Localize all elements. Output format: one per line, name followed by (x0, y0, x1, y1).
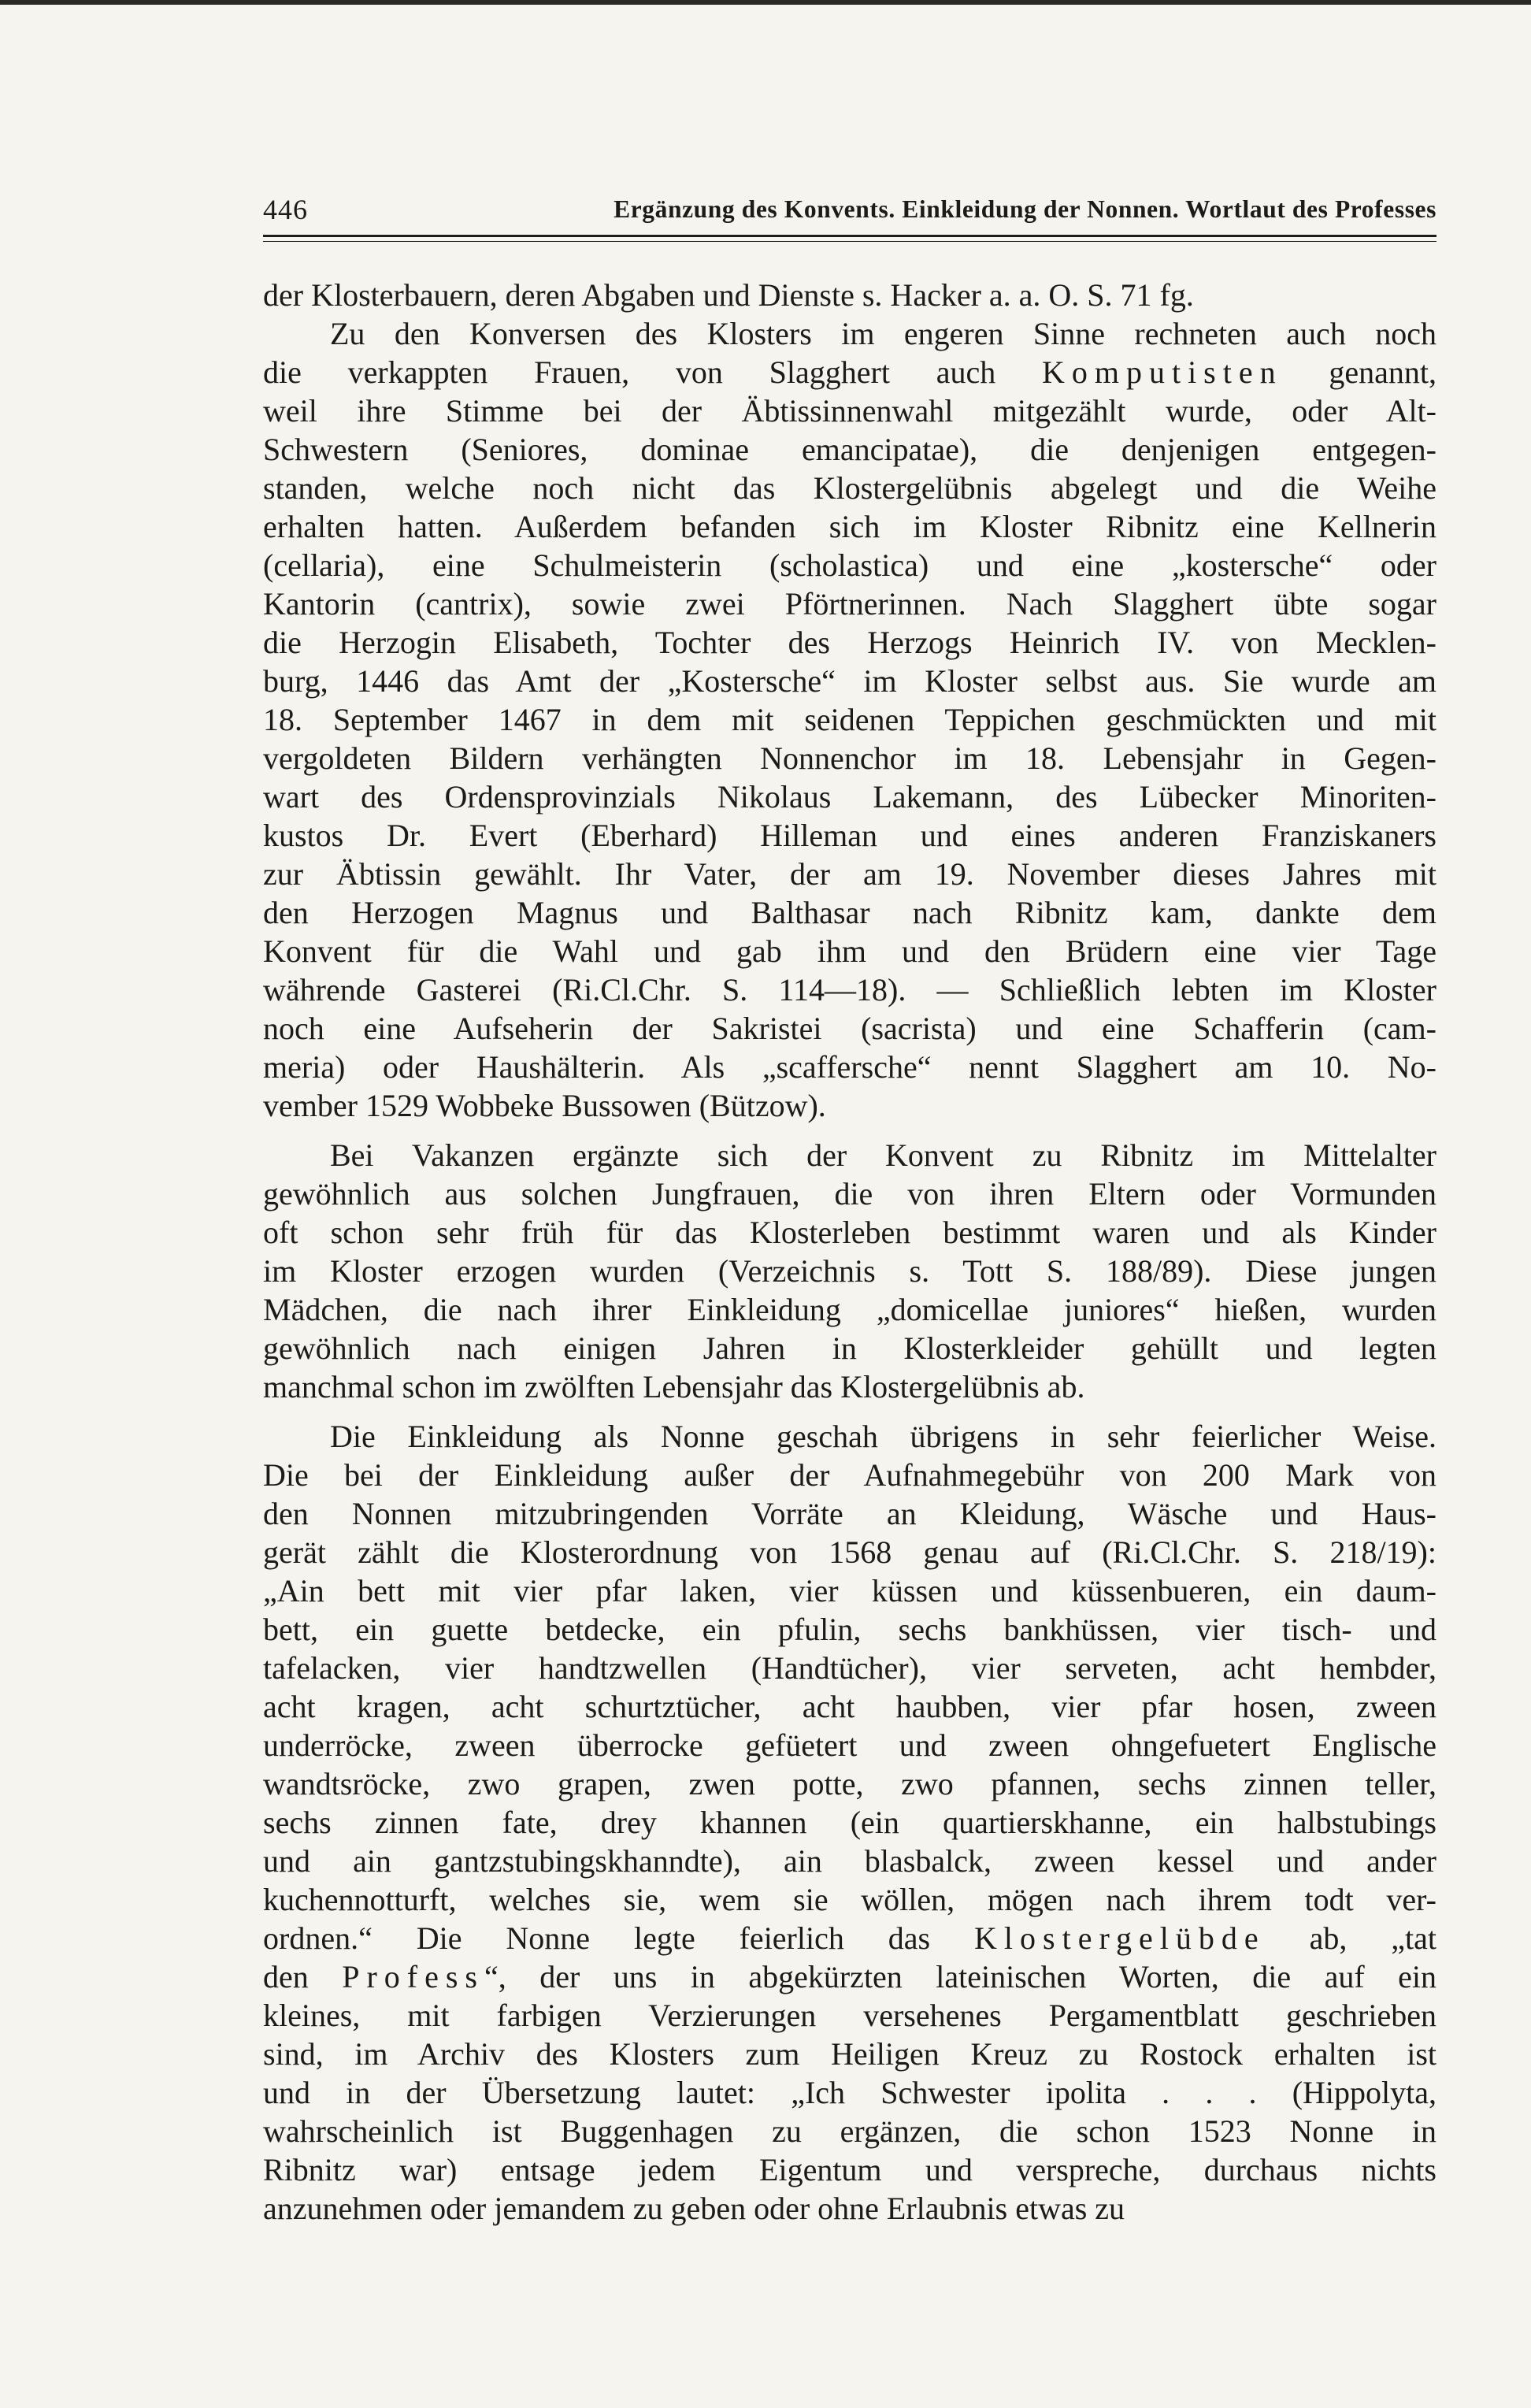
text-line: „Ain bett mit vier pfar laken, vier küssen und küssenbueren, ein daum- (263, 1573, 1436, 1608)
text-line: sind, im Archiv des Klosters zum Heiligen Kreuz zu Rostock erhalten ist (263, 2036, 1436, 2072)
text-line: vember 1529 Wobbeke Bussowen (Bützow). (263, 1088, 826, 1123)
text-line: Die bei der Einkleidung außer der Aufnahmegebühr von 200 Mark von (263, 1457, 1436, 1493)
text-line: acht kragen, acht schurtztücher, acht haubben, vier pfar hosen, zween (263, 1689, 1436, 1724)
paragraph (263, 1417, 1436, 2228)
text-line: meria) oder Haushälterin. Als „scaffersche“ nennt Slagghert am 10. No- (263, 1049, 1436, 1085)
text-line: (cellaria), eine Schulmeisterin (scholastica) und eine „kostersche“ oder (263, 547, 1436, 583)
text-line: oft schon sehr früh für das Klosterleben bestimmt waren und als Kinder (263, 1215, 1436, 1250)
text-line: wandtsröcke, zwo grapen, zwen potte, zwo pfannen, sechs zinnen teller, (263, 1766, 1436, 1801)
text-line: noch eine Aufseherin der Sakristei (sacrista) und eine Schafferin (cam- (263, 1011, 1436, 1046)
header-rule-thick (263, 235, 1436, 237)
text-line: Bei Vakanzen ergänzte sich der Konvent zu Ribnitz im Mittelalter (330, 1137, 1436, 1173)
text-line: 18. September 1467 in dem mit seidenen Teppichen geschmückten und mit (263, 702, 1436, 737)
text-line: underröcke, zween überrocke gefüetert und zween ohngefuetert Englische (263, 1727, 1436, 1763)
text-line: gewöhnlich nach einigen Jahren in Klosterkleider gehüllt und legten (263, 1330, 1436, 1366)
text-line: kustos Dr. Evert (Eberhard) Hilleman und eines anderen Franziskaners (263, 818, 1436, 853)
text-line: Zu den Konversen des Klosters im engeren Sinne rechneten auch noch (330, 316, 1436, 351)
text-line: gewöhnlich aus solchen Jungfrauen, die von ihren Eltern oder Vormunden (263, 1176, 1436, 1211)
text-line: ordnen.“ Die Nonne legte feierlich das Klostergelübde ab, „tat (263, 1920, 1436, 1956)
text-line: bett, ein guette betdecke, ein pfulin, sechs bankhüssen, vier tisch- und (263, 1612, 1436, 1647)
text-line: währende Gasterei (Ri.Cl.Chr. S. 114—18). — Schließlich lebten im Kloster (263, 972, 1436, 1007)
text-line: und in der Übersetzung lautet: „Ich Schwester ipolita . . . (Hippolyta, (263, 2075, 1436, 2110)
text-line: Konvent für die Wahl und gab ihm und den Brüdern eine vier Tage (263, 933, 1436, 969)
text-line: im Kloster erzogen wurden (Verzeichnis s. Tott S. 188/89). Diese jungen (263, 1253, 1436, 1289)
text-line: standen, welche noch nicht das Klostergelübnis abgelegt und die Weihe (263, 470, 1436, 506)
text-line: die Herzogin Elisabeth, Tochter des Herzogs Heinrich IV. von Mecklen- (263, 625, 1436, 660)
text-line: kleines, mit farbigen Verzierungen versehenes Pergamentblatt geschrieben (263, 1998, 1436, 2033)
text-line: Kantorin (cantrix), sowie zwei Pförtnerinnen. Nach Slagghert übte sogar (263, 586, 1436, 621)
spaced-emphasis: Profess (342, 1959, 484, 1994)
header-rule-thin (263, 241, 1436, 242)
text-line: zur Äbtissin gewählt. Ihr Vater, der am 19. November dieses Jahres mit (263, 856, 1436, 892)
text-line: den Nonnen mitzubringenden Vorräte an Kleidung, Wäsche und Haus- (263, 1496, 1436, 1531)
page-top-edge (0, 0, 1531, 5)
text-line: und ain gantzstubingskhanndte), ain blasbalck, zween kessel und ander (263, 1843, 1436, 1879)
text-line: vergoldeten Bildern verhängten Nonnenchor im 18. Lebensjahr in Gegen- (263, 740, 1436, 776)
running-title: Ergänzung des Konvents. Einkleidung der Nonnen. Wortlaut des Professes (614, 195, 1436, 223)
text-line: burg, 1446 das Amt der „Kostersche“ im Kloster selbst aus. Sie wurde am (263, 663, 1436, 699)
text-line: den Profess“, der uns in abgekürzten lateinischen Worten, die auf ein (263, 1959, 1436, 1994)
text-line: den Herzogen Magnus und Balthasar nach Ribnitz kam, dankte dem (263, 895, 1436, 930)
paragraph (263, 1136, 1436, 1406)
spaced-emphasis: Komputisten (1041, 354, 1283, 390)
paragraph (263, 276, 1436, 314)
paragraph-gap (263, 1406, 1436, 1417)
running-header (263, 192, 1436, 227)
body-text (263, 276, 1436, 2228)
text-line: anzunehmen oder jemandem zu geben oder ohne Erlaubnis etwas zu (263, 2191, 1125, 2226)
text-line: Ribnitz war) entsage jedem Eigentum und verspreche, durchaus nichts (263, 2152, 1436, 2187)
paragraph-gap (263, 1125, 1436, 1136)
text-line: Schwestern (Seniores, dominae emancipatae), die denjenigen entgegen- (263, 432, 1436, 467)
text-line: sechs zinnen fate, drey khannen (ein quartierskhanne, ein halbstubings (263, 1805, 1436, 1840)
paragraph (263, 314, 1436, 1125)
page-number: 446 (263, 194, 308, 225)
text-line: weil ihre Stimme bei der Äbtissinnenwahl mitgezählt wurde, oder Alt- (263, 393, 1436, 429)
text-line: Mädchen, die nach ihrer Einkleidung „domicellae juniores“ hießen, wurden (263, 1292, 1436, 1327)
spaced-emphasis: Klostergelübde (974, 1920, 1266, 1956)
text-line: Die Einkleidung als Nonne geschah übrigens in sehr feierlicher Weise. (330, 1419, 1436, 1454)
text-line: tafelacken, vier handtzwellen (Handtücher), vier serveten, acht hembder, (263, 1650, 1436, 1686)
text-line: gerät zählt die Klosterordnung von 1568 genau auf (Ri.Cl.Chr. S. 218/19): (263, 1534, 1436, 1570)
text-line: manchmal schon im zwölften Lebensjahr das Klostergelübnis ab. (263, 1369, 1085, 1404)
text-line: erhalten hatten. Außerdem befanden sich im Kloster Ribnitz eine Kellnerin (263, 509, 1436, 544)
text-line: kuchennotturft, welches sie, wem sie wöllen, mögen nach ihrem todt ver- (263, 1882, 1436, 1917)
text-line: wahrscheinlich ist Buggenhagen zu ergänzen, die schon 1523 Nonne in (263, 2113, 1436, 2149)
text-line: die verkappten Frauen, von Slagghert auch Komputisten genannt, (263, 354, 1436, 390)
text-line: der Klosterbauern, deren Abgaben und Dienste s. Hacker a. a. O. S. 71 fg. (263, 277, 1194, 313)
text-line: wart des Ordensprovinzials Nikolaus Lakemann, des Lübecker Minoriten- (263, 779, 1436, 814)
